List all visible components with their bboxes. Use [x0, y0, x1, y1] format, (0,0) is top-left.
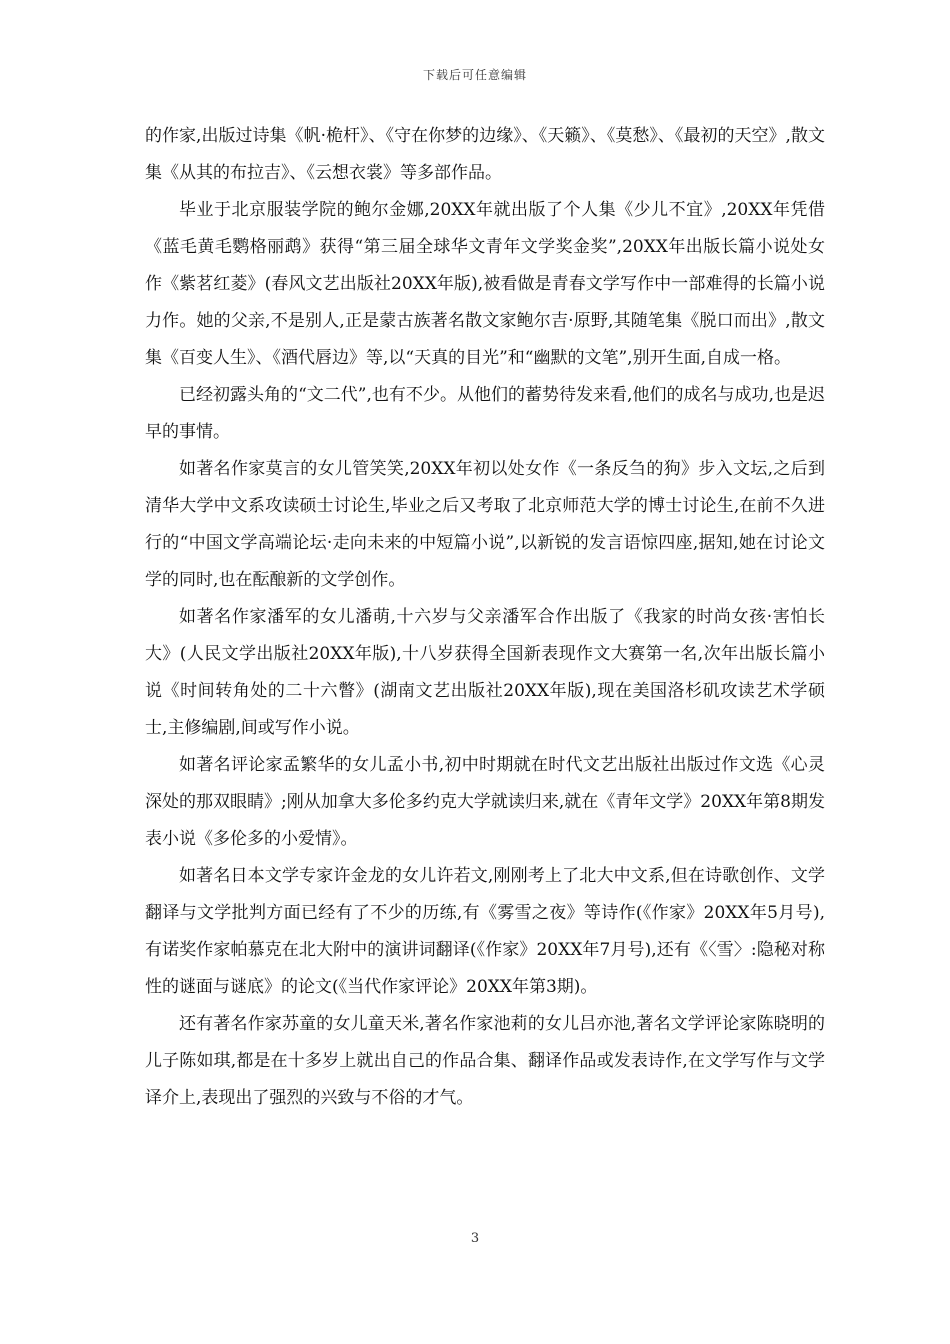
paragraph-3: 已经初露头角的“文二代”,也有不少。从他们的蓄势待发来看,他们的成名与成功,也是迟早的事情。: [145, 385, 825, 442]
paragraph-5: 如著名作家潘军的女儿潘萌,十六岁与父亲潘军合作出版了《我家的时尚女孩·害怕长大》(人民文学出版社20XX年版),十八岁获得全国新表现作文大赛第一名,次年出版长篇小说《时间转角处的二十六瞥》(湖南文艺出版社20XX年版),现在美国洛杉矶攻读艺术学硕士,主修编剧,间或写作小说。: [145, 607, 825, 738]
paragraph-6: 如著名评论家孟繁华的女儿孟小书,初中时期就在时代文艺出版社出版过作文选《心灵深处的那双眼睛》;刚从加拿大多伦多约克大学就读归来,就在《青年文学》20XX年第8期发表小说《多伦多的小爱情》。: [145, 755, 825, 849]
page-number: 3: [470, 1231, 480, 1246]
paragraph-2: 毕业于北京服装学院的鲍尔金娜,20XX年就出版了个人集《少儿不宜》,20XX年凭借《蓝毛黄毛鹦格丽鹉》获得“第三届全球华文青年文学奖金奖”,20XX年出版长篇小说处女作《紫茗红菱》(春风文艺出版社20XX年版),被看做是青春文学写作中一部难得的长篇小说力作。她的父亲,不是别人,正是蒙古族著名散文家鲍尔吉·原野,其随笔集《脱口而出》,散文集《百变人生》、《酒代唇边》等,以“天真的目光”和“幽默的文笔”,别开生面,自成一格。: [145, 200, 825, 368]
page-header: 下载后可任意编辑: [422, 68, 527, 82]
document-body: [145, 118, 825, 1117]
paragraph-7: 如著名日本文学专家许金龙的女儿许若文,刚刚考上了北大中文系,但在诗歌创作、文学翻译与文学批判方面已经有了不少的历练,有《雾雪之夜》等诗作(《作家》20XX年5月号),有诺奖作家帕慕克在北大附中的演讲词翻译(《作家》20XX年7月号),还有《〈雪〉:隐秘对称性的谜面与谜底》的论文(《当代作家评论》20XX年第3期)。: [145, 866, 825, 997]
paragraph-4: 如著名作家莫言的女儿管笑笑,20XX年初以处女作《一条反刍的狗》步入文坛,之后到清华大学中文系攻读硕士讨论生,毕业之后又考取了北京师范大学的博士讨论生,在前不久进行的“中国文学高端论坛·走向未来的中短篇小说”,以新锐的发言语惊四座,据知,她在讨论文学的同时,也在酝酿新的文学创作。: [145, 459, 825, 590]
paragraph-8: 还有著名作家苏童的女儿童天米,著名作家池莉的女儿吕亦池,著名文学评论家陈晓明的儿子陈如琪,都是在十多岁上就出自己的作品合集、翻译作品或发表诗作,在文学写作与文学译介上,表现出了强烈的兴致与不俗的才气。: [145, 1014, 825, 1108]
paragraph-1: 的作家,出版过诗集《帆·桅杆》、《守在你梦的边缘》、《天籁》、《莫愁》、《最初的天空》,散文集《从其的布拉吉》、《云想衣裳》等多部作品。: [145, 126, 825, 183]
